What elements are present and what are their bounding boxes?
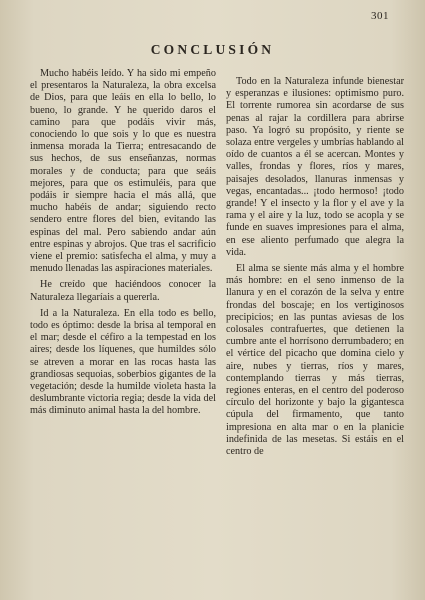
- chapter-title: CONCLUSIÓN: [150, 42, 275, 57]
- paragraph: He creído que haciéndoos conocer la Naturaleza llegaríais a quererla.: [30, 279, 216, 303]
- left-column: [30, 68, 216, 422]
- paragraph: Mucho habéis leído. Y ha sido mi empeño el presentaros la Naturaleza, la obra excelsa de Dios, para que leáis en ella lo bello, lo bueno, lo grande. Y he querido daros el camino para que podáis vivir más, conociendo lo que sois y lo que es nuestra inmensa morada la Tierra; entresacando de sus hechos, de sus enseñanzas, normas morales y de conducta; para que seáis mejores, para que os estimuléis, para que podáis ir siempre hacia el más allá, que mucho habéis de andar; siguiendo recto sendero entre flores del bien, evitando las espinas del mal. Pero sabiendo andar aún entre espinas y abrojos. Que tras el sacrificio viene el premio: satisfecha el alma, y muy a menudo llenadas las aspiraciones materiales.: [30, 68, 216, 275]
- paragraph: El alma se siente más alma y el hombre más hombre: en el seno inmenso de la llanura y en el corazón de la selva y entre frondas del boscaje; en los vertiginosos precipicios; en las puntas aviesas de los colosales contrafuertes, que detienen la cumbre ante el horrísono derrumbadero; en el vértice del picacho que domina cielo y aire, nubes y tierras, ríos y mares, contemplando tierras y más tierras, regiones enteras, en el centro del poderoso círculo del horizonte y bajo la gigantesca cúpula del firmamento, que tanto impresiona en alta mar o en la planicie indefinida de las mesetas. Si estáis en el centro de: [226, 263, 404, 458]
- paragraph: Todo en la Naturaleza infunde bienestar y esperanzas e ilusiones: optimismo puro. El torrente rumorea sin acordarse de sus penas al rajar la cordillera para abrirse paso. Ya logró su propósito, y riente se solaza entre vergeles y umbrías hablando al oído de cuantos a él se acercan. Montes y valles, frondas y flores, ríos y mares, paisajes desolados, llanuras inmensas y vegas, encantadas... ¡todo hermoso! ¡todo grande! Y el insecto y la flor y el ave y la rama y el aire y la luz, todo se acopla y se funde en suaves impresiones para el alma, en ese aliento perfumado que alegra la vida.: [226, 76, 404, 258]
- page-number: 301: [371, 10, 389, 22]
- right-column: [226, 76, 404, 462]
- paragraph: Id a la Naturaleza. En ella todo es bello, todo es óptimo: desde la brisa al temporal en el mar; desde el céfiro a la tempestad en los aires; desde los líquenes, que humildes sólo se atreven a morar en las rocas hasta las grandiosas sequoias, soberbios gigantes de la vegetación; desde la humilde violeta hasta la deslumbrante victoria regia; desde la vida del más diminuto animal hasta la del hombre.: [30, 307, 216, 417]
